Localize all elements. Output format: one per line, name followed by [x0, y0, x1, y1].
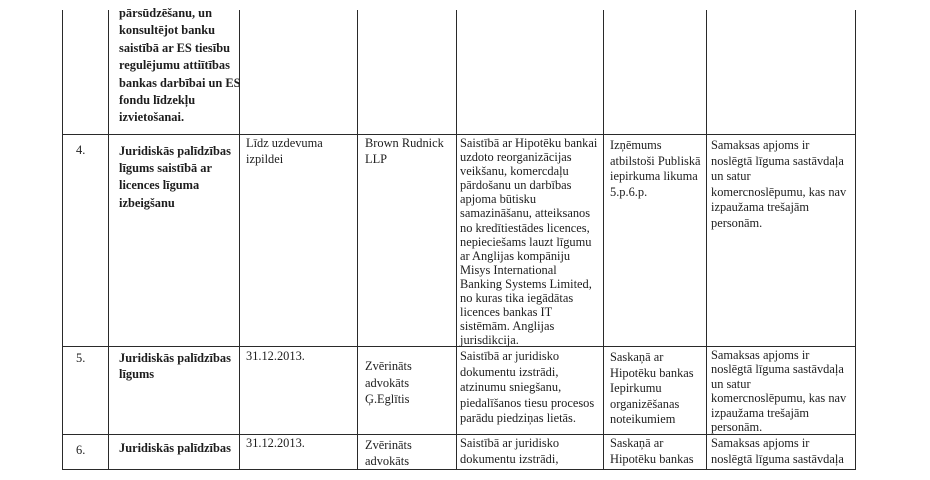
- column-divider: [706, 10, 707, 470]
- price-cell: Samaksas apjoms ir noslēgtā līguma sastāvdaļa un satur komercnoslēpumu, kas nav izpaužama trešajām personām.: [711, 348, 847, 435]
- row-divider: [62, 346, 856, 347]
- column-divider: [855, 10, 856, 470]
- table-bottom-border: [62, 469, 856, 470]
- column-divider: [456, 10, 457, 470]
- subject-cell: pārsūdzēšanu, un konsultējot banku saistībā ar ES tiesību regulējumu attiītības bankas darbībai un ES fondu līdzekļu izvietošanai.: [119, 6, 241, 125]
- provider-cell: Brown Rudnick LLP: [365, 136, 444, 166]
- justification-cell: Saistībā ar Hipotēku bankai uzdoto reorganizācijas veikšanu, komercdaļu pārdošanu un darbības apjoma būtisku samazināšanu, atteiksanos no kredītiestādes licences, nepieciešams lauzt līgumu ar Anglijas kompāniju Misys International Banking Systems Limited, no kuras tika iegādātas licences bankas IT sistēmām. Anglijas jurisdikcija.: [460, 136, 598, 348]
- subject-cell: Juridiskās palīdzības līgums: [119, 351, 231, 381]
- procedure-cell: Izņēmums atbilstoši Publiskā iepirkuma likuma 5.p.6.p.: [610, 138, 701, 199]
- term-cell: Līdz uzdevuma izpildei: [246, 136, 323, 166]
- procedure-cell: Saskaņā ar Hipotēku bankas: [610, 436, 694, 466]
- number-cell: 4.: [76, 143, 86, 157]
- column-divider: [108, 10, 109, 470]
- number-cell: 5.: [76, 351, 86, 365]
- number-cell: 6.: [76, 443, 86, 457]
- row-divider: [62, 134, 856, 135]
- column-divider: [603, 10, 604, 470]
- justification-cell: Saistībā ar juridisko dokumentu izstrādi, atzinumu sniegšanu, piedalīšanos tiesu procesos parādu piedziņas lietās.: [460, 349, 595, 426]
- column-divider: [357, 10, 358, 470]
- price-cell: Samaksas apjoms ir noslēgtā līguma sastāvdaļa: [711, 436, 844, 466]
- justification-cell: Saistībā ar juridisko dokumentu izstrādi,: [460, 436, 560, 466]
- procedure-cell: Saskaņā ar Hipotēku bankas Iepirkumu organizēšanas noteikumiem: [610, 350, 694, 427]
- provider-cell: Zvērināts advokāts Ģ.Eglītis: [365, 359, 412, 407]
- subject-cell: Juridiskās palīdzības: [119, 441, 231, 455]
- term-cell: 31.12.2013.: [246, 436, 305, 450]
- subject-cell: Juridiskās palīdzības līgums saistībā ar licences līguma izbeigšanu: [119, 144, 231, 210]
- column-divider: [62, 10, 63, 470]
- price-cell: Samaksas apjoms ir noslēgtā līguma sastāvdaļa un satur komercnoslēpumu, kas nav izpaužama trešajām personām.: [711, 138, 847, 230]
- term-cell: 31.12.2013.: [246, 349, 305, 363]
- provider-cell: Zvērināts advokāts: [365, 438, 412, 468]
